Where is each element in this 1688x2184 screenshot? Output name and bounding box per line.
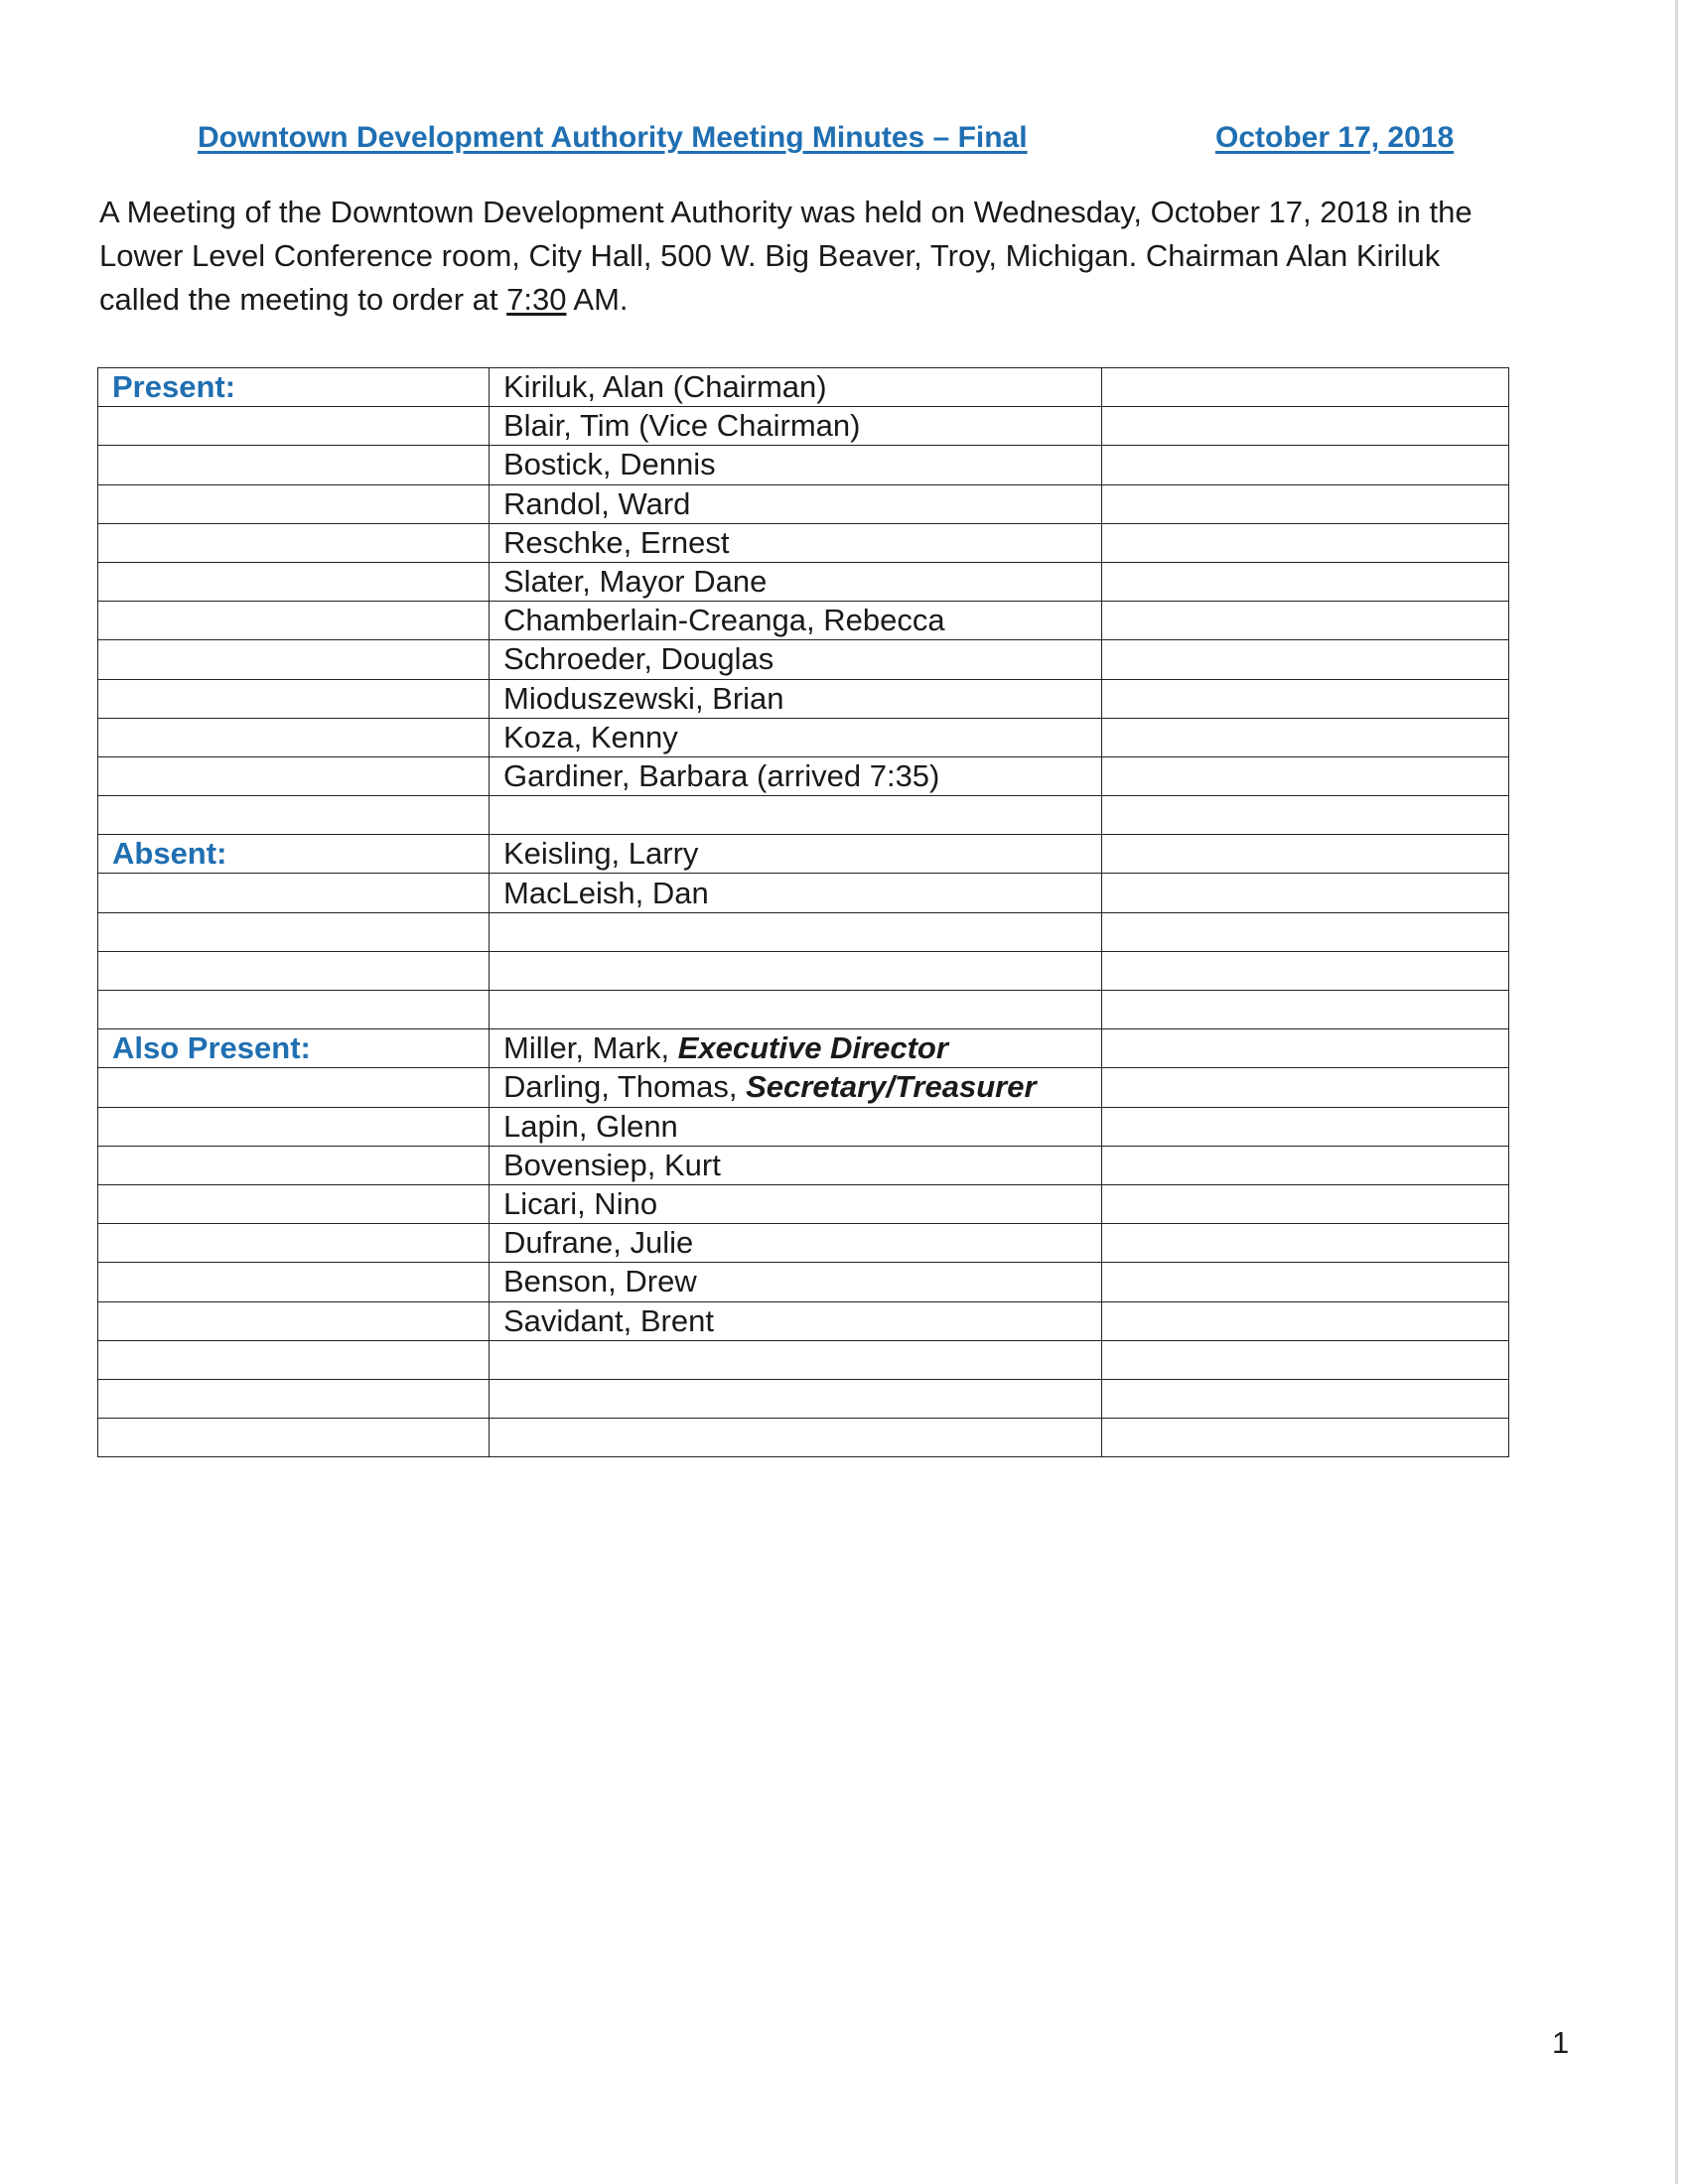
- attendee-cell: [490, 991, 1102, 1029]
- section-label-cell: [98, 756, 490, 795]
- section-label-cell: [98, 1146, 490, 1184]
- table-row: [98, 756, 1509, 795]
- section-label-cell: [98, 1263, 490, 1301]
- table-row: [98, 1029, 1509, 1068]
- attendee-name: Savidant, Brent: [503, 1302, 714, 1338]
- table-row: [98, 1419, 1509, 1457]
- notes-cell: [1102, 1301, 1509, 1340]
- section-label-cell: [98, 912, 490, 951]
- notes-cell: [1102, 1029, 1509, 1068]
- section-label-cell: [98, 1184, 490, 1223]
- attendee-name: Miller, Mark,: [503, 1030, 678, 1066]
- attendance-table: [97, 367, 1509, 1457]
- table-row: [98, 1224, 1509, 1263]
- notes-cell: [1102, 640, 1509, 679]
- notes-cell: [1102, 756, 1509, 795]
- table-row: [98, 1068, 1509, 1107]
- attendee-name: Bostick, Dennis: [503, 447, 716, 482]
- attendee-name: Reschke, Ernest: [503, 524, 730, 560]
- table-row: [98, 1301, 1509, 1340]
- attendee-role: Executive Director: [677, 1030, 948, 1066]
- section-label-cell: [98, 484, 490, 523]
- table-row: [98, 368, 1509, 407]
- section-label-cell: [98, 1301, 490, 1340]
- attendee-cell: [490, 523, 1102, 562]
- page-edge: [1675, 0, 1678, 2184]
- notes-cell: [1102, 484, 1509, 523]
- notes-cell: [1102, 1146, 1509, 1184]
- table-row: [98, 718, 1509, 756]
- section-label-cell: [98, 951, 490, 990]
- attendee-name: Keisling, Larry: [503, 836, 699, 872]
- table-row: [98, 562, 1509, 601]
- notes-cell: [1102, 912, 1509, 951]
- attendee-cell: [490, 1263, 1102, 1301]
- section-label-cell: Also Present:: [98, 1029, 490, 1068]
- notes-cell: [1102, 1340, 1509, 1379]
- attendee-name: Randol, Ward: [503, 485, 691, 521]
- table-row: [98, 796, 1509, 835]
- section-label-cell: [98, 1340, 490, 1379]
- notes-cell: [1102, 1419, 1509, 1457]
- attendee-cell: [490, 640, 1102, 679]
- attendee-cell: [490, 835, 1102, 874]
- attendee-cell: [490, 1146, 1102, 1184]
- attendee-cell: [490, 562, 1102, 601]
- notes-cell: [1102, 602, 1509, 640]
- table-row: [98, 523, 1509, 562]
- section-label-cell: [98, 407, 490, 446]
- section-label-cell: [98, 523, 490, 562]
- section-label-cell: [98, 1224, 490, 1263]
- section-label-cell: [98, 1107, 490, 1146]
- section-label-cell: [98, 562, 490, 601]
- section-label-cell: [98, 602, 490, 640]
- table-row: [98, 951, 1509, 990]
- document-title: Downtown Development Authority Meeting Minutes – Final: [198, 121, 1028, 154]
- notes-cell: [1102, 523, 1509, 562]
- intro-line: A Meeting of the Downtown Development Authority was held on Wednesday, October 17, 2018 in the: [99, 195, 1473, 229]
- table-row: [98, 1107, 1509, 1146]
- attendee-cell: [490, 446, 1102, 484]
- section-label-cell: [98, 1068, 490, 1107]
- attendee-cell: [490, 1301, 1102, 1340]
- intro-line-suffix: AM.: [566, 282, 629, 317]
- table-row: [98, 1184, 1509, 1223]
- attendee-cell: [490, 874, 1102, 912]
- attendee-cell: [490, 756, 1102, 795]
- attendee-cell: [490, 1107, 1102, 1146]
- table-row: [98, 991, 1509, 1029]
- attendee-name: Schroeder, Douglas: [503, 641, 774, 677]
- table-row: [98, 640, 1509, 679]
- table-row: [98, 602, 1509, 640]
- intro-line: Lower Level Conference room, City Hall, 500 W. Big Beaver, Troy, Michigan. Chairman Alan Kiriluk: [99, 238, 1441, 273]
- notes-cell: [1102, 446, 1509, 484]
- attendee-cell: [490, 951, 1102, 990]
- attendee-name: Bovensiep, Kurt: [503, 1147, 721, 1182]
- attendee-name: Benson, Drew: [503, 1264, 697, 1299]
- notes-cell: [1102, 562, 1509, 601]
- table-row: [98, 679, 1509, 718]
- attendee-name: Lapin, Glenn: [503, 1108, 678, 1144]
- table-row: [98, 874, 1509, 912]
- notes-cell: [1102, 1224, 1509, 1263]
- attendee-cell: [490, 1068, 1102, 1107]
- attendee-cell: [490, 602, 1102, 640]
- table-row: [98, 446, 1509, 484]
- notes-cell: [1102, 1068, 1509, 1107]
- table-row: [98, 1340, 1509, 1379]
- attendee-name: Slater, Mayor Dane: [503, 564, 768, 600]
- section-label-cell: [98, 796, 490, 835]
- notes-cell: [1102, 1107, 1509, 1146]
- section-label-cell: [98, 446, 490, 484]
- attendee-cell: [490, 1224, 1102, 1263]
- section-label-cell: [98, 991, 490, 1029]
- section-label-cell: [98, 640, 490, 679]
- attendee-cell: [490, 1029, 1102, 1068]
- notes-cell: [1102, 874, 1509, 912]
- notes-cell: [1102, 835, 1509, 874]
- section-label-cell: [98, 718, 490, 756]
- notes-cell: [1102, 1184, 1509, 1223]
- notes-cell: [1102, 407, 1509, 446]
- attendee-role: Secretary/Treasurer: [746, 1069, 1037, 1105]
- table-row: [98, 1146, 1509, 1184]
- notes-cell: [1102, 1379, 1509, 1418]
- section-label-cell: [98, 1379, 490, 1418]
- table-row: [98, 1263, 1509, 1301]
- attendee-cell: [490, 1184, 1102, 1223]
- attendee-cell: [490, 368, 1102, 407]
- intro-line-prefix: called the meeting to order at: [99, 282, 507, 317]
- attendee-name: Dufrane, Julie: [503, 1225, 694, 1261]
- table-row: [98, 912, 1509, 951]
- attendee-name: Mioduszewski, Brian: [503, 680, 784, 716]
- attendee-name: Blair, Tim (Vice Chairman): [503, 408, 861, 444]
- attendee-cell: [490, 484, 1102, 523]
- notes-cell: [1102, 368, 1509, 407]
- table-row: [98, 835, 1509, 874]
- attendee-cell: [490, 1379, 1102, 1418]
- attendee-cell: [490, 407, 1102, 446]
- attendee-name: Koza, Kenny: [503, 719, 678, 754]
- attendee-cell: [490, 679, 1102, 718]
- page-number: 1: [1552, 2025, 1570, 2060]
- notes-cell: [1102, 679, 1509, 718]
- section-label-cell: Absent:: [98, 835, 490, 874]
- table-row: [98, 484, 1509, 523]
- intro-line: [99, 278, 1609, 322]
- attendee-cell: [490, 796, 1102, 835]
- attendee-cell: [490, 1340, 1102, 1379]
- document-header: [0, 121, 1688, 161]
- attendance-table-body: [98, 368, 1509, 1457]
- attendee-cell: [490, 912, 1102, 951]
- notes-cell: [1102, 991, 1509, 1029]
- section-label-cell: Present:: [98, 368, 490, 407]
- attendee-name: Darling, Thomas,: [503, 1069, 747, 1105]
- notes-cell: [1102, 1263, 1509, 1301]
- attendee-name: MacLeish, Dan: [503, 875, 709, 910]
- table-row: [98, 407, 1509, 446]
- attendee-name: Kiriluk, Alan (Chairman): [503, 369, 827, 405]
- section-label-cell: [98, 679, 490, 718]
- notes-cell: [1102, 718, 1509, 756]
- section-label-cell: [98, 1419, 490, 1457]
- notes-cell: [1102, 796, 1509, 835]
- intro-paragraph: [99, 191, 1609, 322]
- attendee-cell: [490, 718, 1102, 756]
- section-label-cell: [98, 874, 490, 912]
- attendee-name: Licari, Nino: [503, 1186, 658, 1222]
- notes-cell: [1102, 951, 1509, 990]
- attendee-name: Gardiner, Barbara (arrived 7:35): [503, 757, 940, 793]
- attendee-name: Chamberlain-Creanga, Rebecca: [503, 603, 945, 638]
- table-row: [98, 1379, 1509, 1418]
- attendee-cell: [490, 1419, 1102, 1457]
- meeting-start-time: 7:30: [506, 282, 567, 317]
- meeting-date: October 17, 2018: [1215, 121, 1455, 154]
